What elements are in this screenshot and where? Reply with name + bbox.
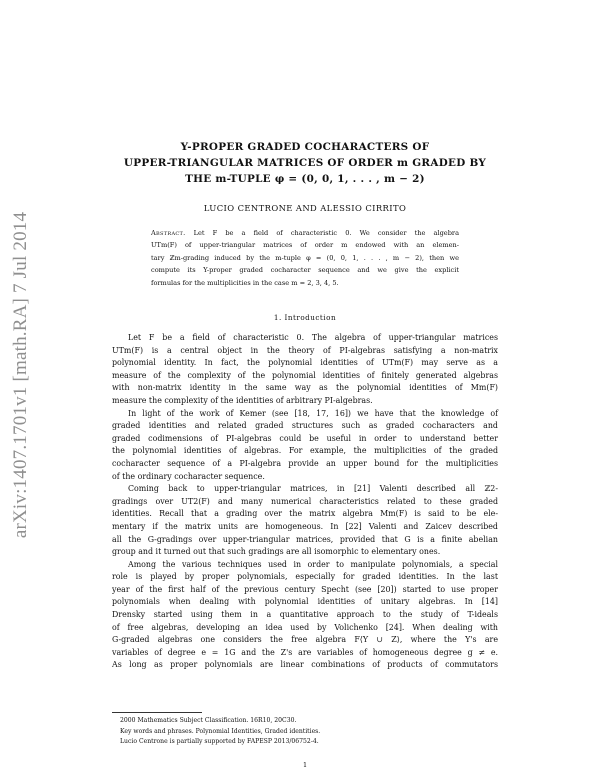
body-line: year of the first half of the previous century Specht (see [20]) started to use proper xyxy=(112,584,498,594)
paper-title xyxy=(112,139,498,187)
footnote: 2000 Mathematics Subject Classification. 16R10, 20C30. xyxy=(120,717,297,724)
abstract xyxy=(151,227,459,289)
section-body xyxy=(112,332,498,672)
body-line: the polynomial identities of algebras. For example, the multiplicities of the graded xyxy=(112,446,498,456)
footnote: Lucio Centrone is partially supported by FAPESP 2013/06752-4. xyxy=(120,738,319,745)
paragraph xyxy=(112,483,498,559)
body-line: measure the complexity of the identities of arbitrary PI-algebras. xyxy=(112,395,373,405)
body-line: graded identities and related graded structures such as graded cocharacters and xyxy=(112,421,498,431)
body-line: role is played by proper polynomials, especially for graded identities. In the last xyxy=(112,572,498,582)
abstract-line: compute its Y-proper graded cocharacter sequence and we give the explicit xyxy=(151,266,459,275)
paragraph xyxy=(112,559,498,672)
abstract-line: formulas for the multiplicities in the case m = 2, 3, 4, 5. xyxy=(151,278,339,287)
body-line: Drensky started using them in a quantitative approach to the study of T-ideals xyxy=(112,610,498,620)
paragraph xyxy=(112,332,498,408)
footnote-rule xyxy=(112,712,202,713)
title-line: Y-PROPER GRADED COCHARACTERS OF xyxy=(180,141,430,153)
body-line: identities. Recall that a grading over the matrix algebra Mm(F) is said to be ele- xyxy=(112,509,498,519)
body-line: graded codimensions of PI-algebras could be useful in order to understand better xyxy=(112,433,498,443)
paper-authors: LUCIO CENTRONE AND ALESSIO CIRRITO xyxy=(203,203,407,213)
abstract-line: UTm(F) of upper-triangular matrices of order m endowed with an elemen- xyxy=(151,241,459,250)
body-line: gradings over UT2(F) and many numerical characteristics related to these graded xyxy=(112,496,498,506)
paragraph xyxy=(112,408,498,484)
title-line: THE m-TUPLE φ = (0, 0, 1, . . . , m − 2) xyxy=(185,173,425,185)
body-line: polynomials when dealing with polynomial identities of unitary algebras. In [14] xyxy=(112,597,498,607)
abstract-lead: Abstract. xyxy=(151,229,186,237)
body-line: Coming back to upper-triangular matrices, in [21] Valenti described all ℤ2- xyxy=(128,484,498,494)
body-line: of free algebras, developing an idea used by Volichenko [24]. When dealing with xyxy=(112,622,498,632)
body-line: cocharacter sequence of a PI-algebra provide an upper bound for the multiplicities xyxy=(112,458,498,468)
body-line: with non-matrix identity in the same way as the polynomial identities of Mm(F) xyxy=(112,383,498,393)
body-line: variables of degree e = 1G and the Z's are variables of homogeneous degree g ≠ e. xyxy=(112,647,498,657)
body-line: Let F be a field of characteristic 0. The algebra of upper-triangular matrices xyxy=(128,333,498,342)
body-line: of the ordinary cocharacter sequence. xyxy=(112,471,265,481)
body-line: mentary if the matrix units are homogeneous. In [22] Valenti and Zaicev described xyxy=(112,521,498,531)
body-line: Among the various techniques used in order to manipulate polynomials, a special xyxy=(128,559,498,569)
body-line: all the G-gradings over upper-triangular matrices, provided that G is a finite abelian xyxy=(112,534,498,544)
body-line: In light of the work of Kemer (see [18, 17, 16]) we have that the knowledge of xyxy=(128,408,498,418)
body-line: polynomial identity. In fact, the polynomial identities of UTm(F) may serve as a xyxy=(112,358,498,368)
abstract-line: tary ℤm-grading induced by the m-tuple φ = (0, 0, 1, . . . , m − 2), then we xyxy=(151,253,459,262)
arxiv-identifier-stamp xyxy=(6,180,36,570)
abstract-line: Let F be a field of characteristic 0. We consider the algebra xyxy=(185,229,459,237)
body-line: G-graded algebras one considers the free algebra F⟨Y ∪ Z⟩, where the Y's are xyxy=(112,635,498,645)
arxiv-identifier-text: arXiv:1407.1701v1 [math.RA] 7 Jul 2014 xyxy=(10,211,31,539)
page-number: 1 xyxy=(302,761,308,769)
body-line: group and it turned out that such gradings are all isomorphic to elementary ones. xyxy=(112,547,441,557)
body-line: As long as proper polynomials are linear combinations of products of commutators xyxy=(112,660,498,670)
body-line: UTm(F) is a central object in the theory of PI-algebras satisfying a non-matrix xyxy=(112,345,498,355)
title-line: UPPER-TRIANGULAR MATRICES OF ORDER m GRADED BY xyxy=(123,157,487,169)
body-line: measure of the complexity of the polynomial identities of finitely generated algebras xyxy=(112,370,498,380)
section-title: 1. Introduction xyxy=(273,313,337,322)
footnotes xyxy=(120,716,498,748)
footnote: Key words and phrases. Polynomial Identities, Graded identities. xyxy=(120,727,321,735)
